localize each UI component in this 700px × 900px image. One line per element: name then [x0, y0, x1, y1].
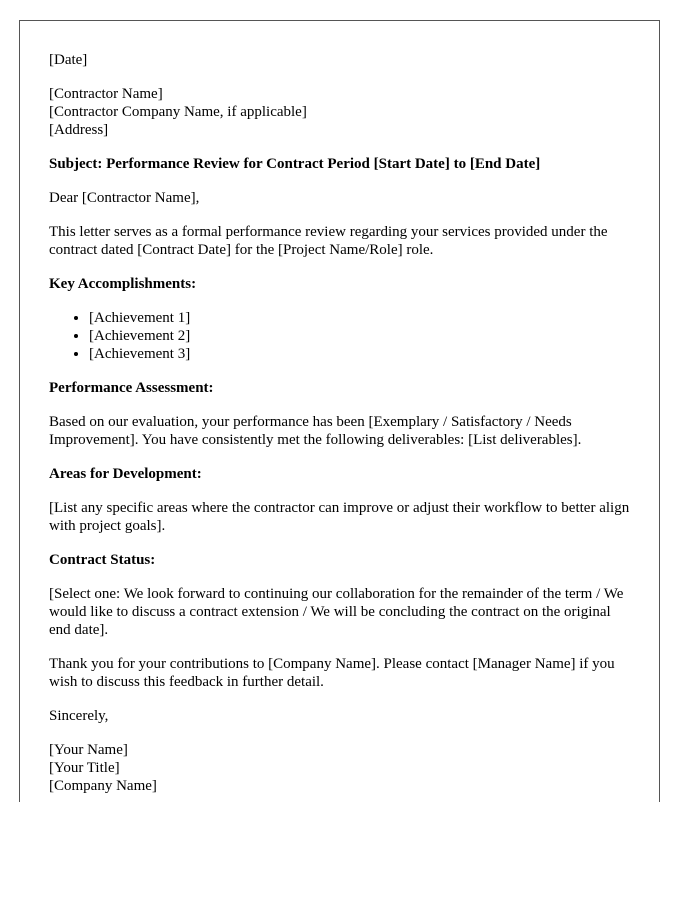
intro-paragraph: This letter serves as a formal performance review regarding your services provided under the contract dated [Contract Date] for the [Project Name/Role] role. [49, 224, 608, 258]
recipient-address: [Address] [49, 122, 109, 138]
salutation: Dear [Contractor Name], [49, 190, 200, 206]
recipient-block [49, 85, 630, 139]
accomplishments-list [49, 309, 630, 363]
assessment-heading: Performance Assessment: [49, 380, 214, 396]
list-item: • [Achievement 2] [89, 327, 630, 345]
signature-company: [Company Name] [49, 778, 157, 794]
assessment-paragraph: Based on our evaluation, your performance has been [Exemplary / Satisfactory / Needs Improvement]. You have consistently met the following deliverables: [List deliverables]. [49, 414, 582, 448]
list-item: • [Achievement 1] [89, 309, 630, 327]
status-heading: Contract Status: [49, 552, 156, 568]
signature-title: [Your Title] [49, 760, 120, 776]
status-paragraph: [Select one: We look forward to continuing our collaboration for the remainder of the term / We would like to discuss a contract extension / We will be concluding the contract on the original end date]. [49, 586, 624, 638]
letter-page [19, 20, 660, 802]
signoff: Sincerely, [49, 708, 109, 724]
signature-name: [Your Name] [49, 742, 128, 758]
signature-block [49, 741, 630, 795]
recipient-company: [Contractor Company Name, if applicable] [49, 104, 307, 120]
subject-line: Subject: Performance Review for Contract Period [Start Date] to [End Date] [49, 156, 541, 172]
accomplishments-heading: Key Accomplishments: [49, 276, 197, 292]
list-item: • [Achievement 3] [89, 345, 630, 363]
development-paragraph: [List any specific areas where the contractor can improve or adjust their workflow to better align with project goals]. [49, 500, 630, 534]
development-heading: Areas for Development: [49, 466, 202, 482]
closing-paragraph: Thank you for your contributions to [Company Name]. Please contact [Manager Name] if you wish to discuss this feedback in further detail. [49, 656, 615, 690]
recipient-name: [Contractor Name] [49, 86, 163, 102]
letter-date: [Date] [49, 52, 88, 68]
